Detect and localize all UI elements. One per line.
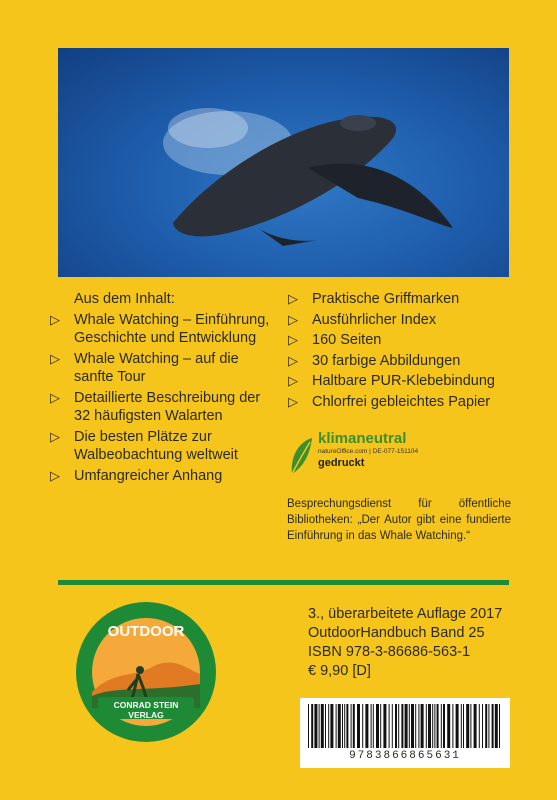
barcode-bar bbox=[389, 704, 390, 748]
barcode-bar bbox=[314, 704, 317, 748]
list-item: ▷ Chlorfrei gebleichtes Papier bbox=[288, 393, 491, 410]
triangle-bullet-icon: ▷ bbox=[288, 352, 298, 368]
barcode-bar bbox=[495, 704, 498, 748]
triangle-bullet-icon: ▷ bbox=[288, 311, 298, 327]
barcode-bar bbox=[401, 704, 403, 748]
list-item: ▷ Die besten Plätze zur Walbeobachtung weltweit bbox=[50, 428, 238, 463]
barcode-bar bbox=[441, 704, 442, 748]
barcode-bar bbox=[383, 704, 386, 748]
barcode-bar bbox=[418, 704, 419, 748]
barcode-bar bbox=[371, 704, 372, 748]
list-item: ▷ Haltbare PUR-Klebebindung bbox=[288, 373, 495, 389]
klimaneutral-id: natureOffice.com | DE-077-151104 bbox=[318, 448, 419, 455]
barcode-number: 9783866865631 bbox=[300, 750, 510, 762]
klimaneutral-label: gedruckt bbox=[318, 457, 365, 469]
list-item: ▷ Praktische Griffmarken bbox=[288, 291, 460, 307]
publication-info bbox=[308, 605, 502, 681]
barcode-bar bbox=[392, 704, 393, 748]
barcode-bar bbox=[308, 704, 309, 748]
barcode-bar bbox=[325, 704, 326, 748]
barcode-bar bbox=[456, 704, 459, 748]
barcode-bar bbox=[443, 704, 445, 748]
barcode-bar bbox=[492, 704, 494, 748]
barcode-bar bbox=[482, 704, 483, 748]
barcode-bar bbox=[432, 704, 433, 748]
barcode-bar bbox=[411, 704, 414, 748]
barcode-bar bbox=[428, 704, 431, 748]
barcode-bar bbox=[362, 704, 363, 748]
logo-publisher-line1: CONRAD STEIN bbox=[113, 700, 179, 710]
triangle-bullet-icon: ▷ bbox=[50, 389, 60, 405]
review-text: Besprechungsdienst für öffentliche Bibliotheken: „Der Autor gibt eine fundierte Einführung in das Whale Watching.“ bbox=[287, 498, 511, 542]
klimaneutral-title: klimaneutral bbox=[318, 430, 407, 447]
logo-publisher-line2: VERLAG bbox=[128, 710, 164, 720]
contents-right-column bbox=[288, 290, 523, 413]
triangle-bullet-icon: ▷ bbox=[288, 291, 298, 306]
list-item: ▷ Umfangreicher Anhang bbox=[50, 467, 223, 484]
leaf-icon bbox=[288, 436, 314, 476]
contents-intro: Aus dem Inhalt: bbox=[74, 291, 175, 307]
outdoor-logo bbox=[74, 600, 218, 744]
list-item: ▷ Whale Watching – Einführung, Geschichte und Entwicklung bbox=[50, 311, 270, 346]
triangle-bullet-icon: ▷ bbox=[288, 332, 298, 347]
barcode-bar bbox=[321, 704, 324, 748]
barcode-bar bbox=[405, 704, 408, 748]
contents-left-column bbox=[50, 290, 280, 487]
barcode-bar bbox=[336, 704, 337, 748]
list-item: ▷ Ausführlicher Index bbox=[288, 311, 437, 328]
barcode-bar bbox=[311, 704, 313, 748]
barcode-bar bbox=[421, 704, 424, 748]
barcode-bar bbox=[328, 704, 329, 748]
barcode-bar bbox=[463, 704, 464, 748]
logo-outdoor-text: OUTDOOR bbox=[107, 623, 185, 640]
barcode-bar bbox=[466, 704, 469, 748]
list-item: ▷ 30 farbige Abbildungen bbox=[288, 352, 461, 369]
barcode-bar bbox=[346, 704, 348, 748]
triangle-bullet-icon: ▷ bbox=[50, 467, 60, 483]
list-item: ▷ 160 Seiten bbox=[288, 332, 382, 348]
edition: 3., überarbeitete Auflage 2017 bbox=[308, 606, 503, 622]
list-item: ▷ Detaillierte Beschreibung der 32 häufigsten Walarten bbox=[50, 389, 261, 424]
barcode-bar bbox=[365, 704, 368, 748]
barcode-bar bbox=[357, 704, 360, 748]
barcode-bar bbox=[395, 704, 397, 748]
barcode-bar bbox=[380, 704, 381, 748]
barcode-bar bbox=[373, 704, 374, 748]
barcode-bar bbox=[342, 704, 343, 748]
triangle-bullet-icon: ▷ bbox=[50, 350, 60, 366]
barcode-bar bbox=[485, 704, 487, 748]
triangle-bullet-icon: ▷ bbox=[50, 428, 60, 444]
list-item: ▷ Whale Watching – auf die sanfte Tour bbox=[50, 350, 239, 385]
barcode-bar bbox=[434, 704, 435, 748]
triangle-bullet-icon: ▷ bbox=[288, 393, 298, 409]
divider bbox=[58, 580, 509, 585]
triangle-bullet-icon: ▷ bbox=[288, 373, 298, 388]
barcode-bar bbox=[479, 704, 480, 748]
barcode-bar bbox=[474, 704, 477, 748]
whale-photo bbox=[58, 48, 509, 277]
barcode-bar bbox=[330, 704, 333, 748]
barcode-bar bbox=[437, 704, 439, 748]
barcode-bar bbox=[452, 704, 453, 748]
isbn: ISBN 978-3-86686-563-1 bbox=[308, 644, 471, 660]
barcode-bar bbox=[409, 704, 410, 748]
barcode-bar bbox=[319, 704, 320, 748]
barcode-bar bbox=[338, 704, 341, 748]
series: OutdoorHandbuch Band 25 bbox=[308, 625, 485, 641]
barcode-bar bbox=[470, 704, 471, 748]
barcode-bar bbox=[447, 704, 450, 748]
barcode-bar bbox=[488, 704, 489, 748]
barcode-bar bbox=[415, 704, 416, 748]
price: € 9,90 [D] bbox=[308, 663, 371, 679]
barcode-bar bbox=[426, 704, 427, 748]
klimaneutral-badge bbox=[286, 430, 446, 482]
barcode-bar bbox=[398, 704, 399, 748]
barcode-bar bbox=[353, 704, 355, 748]
barcode-bar bbox=[351, 704, 352, 748]
barcode-bar bbox=[461, 704, 462, 748]
barcode-bar bbox=[499, 704, 500, 748]
barcode-bar bbox=[344, 704, 345, 748]
barcode-bar bbox=[376, 704, 379, 748]
triangle-bullet-icon: ▷ bbox=[50, 311, 60, 327]
